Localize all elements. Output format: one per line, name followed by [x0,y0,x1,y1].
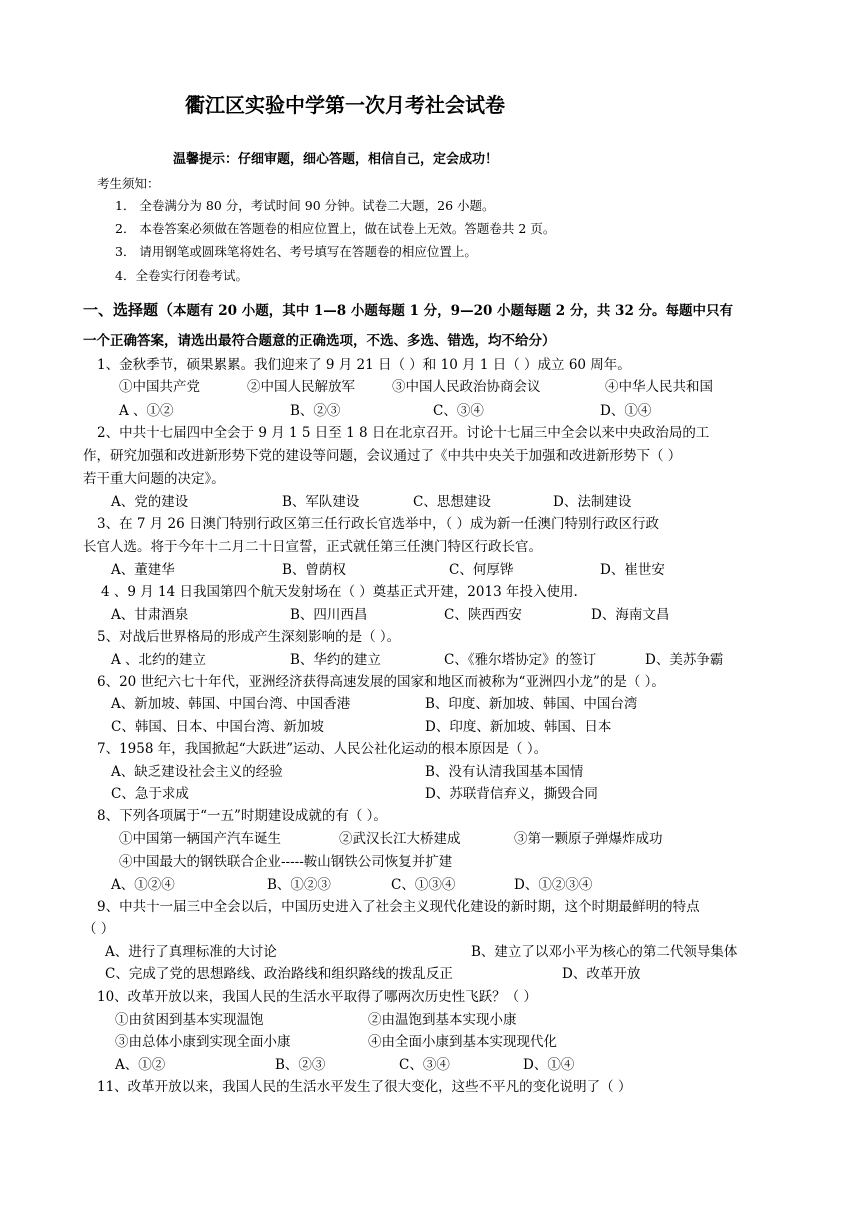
question-stem: 10、改革开放以来，我国人民的生活水平取得了哪两次历史性飞跃？（ ） [97,989,537,1005]
question-item: ③第一颗原子弹爆炸成功 [514,831,663,847]
option-d: D、改革开放 [562,966,641,982]
option-b: B、①②③ [267,877,331,893]
option-c: C、①③④ [391,877,456,893]
option-b: B、四川西昌 [290,607,368,623]
option-c: C、陕西西安 [444,607,522,623]
option-c: C、完成了党的思想路线、政治路线和组织路线的拨乱反正 [105,966,453,982]
question-item: ①由贫困到基本实现温饱 [115,1012,264,1028]
option-a: A、新加坡、韩国、中国台湾、中国香港 [111,696,351,712]
section-instructions-cont: 一个正确答案，请选出最符合题意的正确选项，不选、多选、错选，均不给分） [83,333,556,349]
question-item: ①中国共产党 [119,379,200,395]
note-item: 4．全卷实行闭卷考试。 [115,268,248,283]
option-b: B、军队建设 [282,494,360,510]
option-b: B、②③ [275,1057,326,1073]
question-stem: 3、在 7 月 26 日澳门特别行政区第三任行政长官选举中，（ ）成为新一任澳门特别行政区行政 [97,516,660,532]
question-item: ④中华人民共和国 [605,379,713,395]
option-b: B、曾荫权 [282,562,346,578]
question-item: ④中国最大的钢铁联合企业-----鞍山钢铁公司恢复并扩建 [119,854,453,870]
option-a: A 、北约的建立 [111,652,207,668]
question-item: ②由温饱到基本实现小康 [368,1012,517,1028]
question-stem: 作，研究加强和改进新形势下党的建设等问题，会议通过了《中共中央关于加强和改进新形势下（ ） [83,448,682,464]
option-d: D、①②③④ [514,877,593,893]
option-c: C、韩国、日本、中国台湾、新加坡 [111,719,324,735]
question-stem: 长官人选。将于今年十二月二十日宣誓，正式就任第三任澳门特区行政长官。 [83,539,542,555]
question-item: ②中国人民解放军 [247,379,355,395]
question-stem: 9、中共十一届三中全会以后，中国历史进入了社会主义现代化建设的新时期，这个时期最鲜明的特点 [97,899,700,915]
option-c: C、③④ [399,1057,450,1073]
question-stem: 11、改革开放以来，我国人民的生活水平发生了很大变化，这些不平凡的变化说明了（ ） [97,1079,632,1095]
question-stem: 6、20 世纪六七十年代，亚洲经济获得高速发展的国家和地区而被称为“亚洲四小龙”的是（ ）。 [97,674,665,690]
question-item: ④由全面小康到基本实现现代化 [368,1034,557,1050]
option-c: C、《雅尔塔协定》的签订 [444,652,597,668]
option-b: B、没有认清我国基本国情 [425,764,584,780]
question-item: ③由总体小康到实现全面小康 [115,1034,291,1050]
option-c: C、③④ [433,403,484,419]
option-b: B、②③ [290,403,341,419]
option-c: C、思想建设 [413,494,491,510]
option-b: B、建立了以邓小平为核心的第二代领导集体 [471,944,738,960]
option-a: A 、①② [119,403,174,419]
question-stem: 5、对战后世界格局的形成产生深刻影响的是（ ）。 [97,629,401,645]
encouragement-tip: 温馨提示：仔细审题，细心答题，相信自己，定会成功！ [173,152,499,167]
question-stem: （ ） [83,921,115,937]
option-d: D、苏联背信弃义，撕毁合同 [425,786,598,802]
question-stem: 若干重大问题的决定》。 [83,471,225,487]
option-b: B、印度、新加坡、韩国、中国台湾 [425,696,638,712]
question-stem: 4 、9 月 14 日我国第四个航天发射场在（ ）奠基正式开建，2013 年投入使用. [101,584,578,600]
note-item: 3． 请用钢笔或圆珠笔将姓名、考号填写在答题卷的相应位置上。 [115,244,477,259]
option-b: B、华约的建立 [290,652,381,668]
option-a: A、进行了真理标准的大讨论 [105,944,277,960]
section-heading [83,301,733,320]
question-stem: 1、金秋季节，硕果累累。我们迎来了 9 月 21 日（ ）和 10 月 1 日（ ）成立 60 周年。 [97,357,631,373]
option-a: A、党的建设 [111,494,189,510]
note-item: 2． 本卷答案必须做在答题卷的相应位置上，做在试卷上无效。答题卷共 2 页。 [115,221,556,236]
notes-header: 考生须知： [97,176,160,191]
question-stem: 8、下列各项属于“一五”时期建设成就的有（ ）。 [97,808,387,824]
option-d: D、美苏争霸 [645,652,724,668]
question-stem: 7、1958 年，我国掀起“大跃进”运动、人民公社化运动的根本原因是（ ）。 [97,741,548,757]
section-label: 一、选择题（ [83,301,174,319]
option-a: A、①② [115,1057,166,1073]
option-a: A、缺乏建设社会主义的经验 [111,764,283,780]
option-d: D、海南文昌 [591,607,670,623]
option-d: D、印度、新加坡、韩国、日本 [425,719,612,735]
option-a: A、①②④ [111,877,175,893]
option-c: C、急于求成 [111,786,189,802]
question-item: ②武汉长江大桥建成 [339,831,461,847]
page-title: 衢江区实验中学第一次月考社会试卷 [185,93,505,117]
option-d: D、①④ [523,1057,575,1073]
note-item: 1． 全卷满分为 80 分，考试时间 90 分钟。试卷二大题，26 小题。 [115,198,495,213]
option-a: A、甘肃酒泉 [111,607,189,623]
option-d: D、①④ [600,403,652,419]
option-d: D、崔世安 [600,562,665,578]
question-stem: 2、中共十七届四中全会于 9 月 1 5 日至 1 8 日在北京召开。讨论十七届三中全会以来中央政治局的工 [97,425,710,441]
option-a: A、董建华 [111,562,175,578]
option-c: C、何厚铧 [449,562,514,578]
question-item: ①中国第一辆国产汽车诞生 [119,831,281,847]
option-d: D、法制建设 [553,494,632,510]
question-item: ③中国人民政治协商会议 [392,379,541,395]
section-instructions: 本题有 20 小题，其中 1—8 小题每题 1 分，9—20 小题每题 2 分，共 32 分。每题中只有 [173,303,734,319]
